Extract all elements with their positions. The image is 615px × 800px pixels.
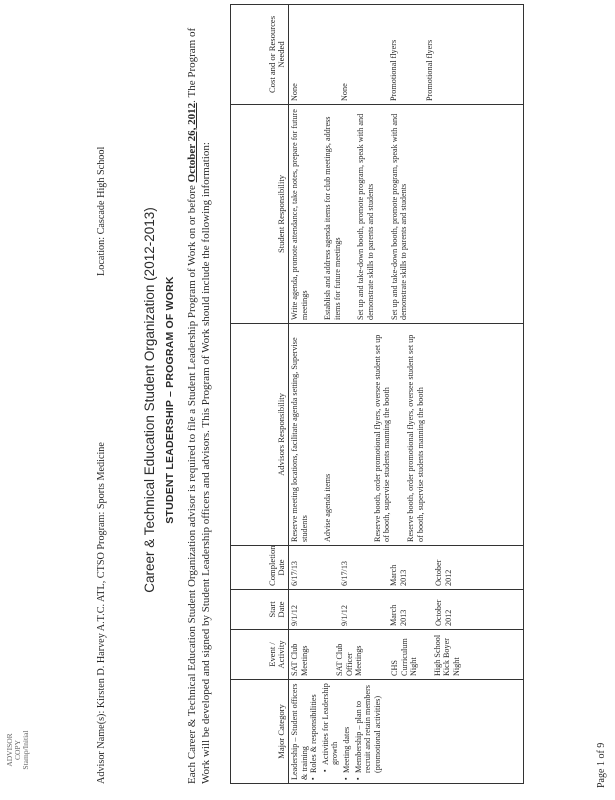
student-responsibility-entry: Set up and take-down booth, promote program, speak with and demonstrate skills to parents and students: [389, 113, 409, 320]
header-major-category: Major Category: [231, 680, 289, 784]
category-item: ▪ Activities for Leadership growth: [321, 683, 340, 772]
category-item: ▪ Membership – plan to recruit and retain members (promotional activities): [354, 683, 383, 780]
start-date-entry: 9/1/12: [290, 605, 299, 626]
completion-date-entry: 6/17/13: [290, 560, 299, 586]
table-row: [289, 5, 524, 784]
instructions-paragraph: [185, 14, 213, 784]
header-advisors-responsibility: Advisors Responsibility: [231, 324, 289, 546]
stamp-line: Stamp/Initial: [21, 730, 30, 770]
event-entry: SAT Club Meetings: [290, 643, 309, 676]
header-completion-date: Completion Date: [231, 546, 289, 590]
event-cell: [289, 630, 524, 680]
event-entry: CHS Curriculum Night: [389, 638, 419, 676]
advisor-line: Advisor Name(s): Kirsten D. Harvey A.T.C. ATL, CTSO Program: Sports Medicine Location: Cascade High School: [96, 146, 107, 784]
completion-date-entry: March 2013: [389, 564, 408, 586]
category-heading: Leadership – Student officers & training: [290, 683, 309, 780]
student-responsibility-entry: Establish and address agenda items for club meetings, address items for future meetings: [323, 116, 342, 320]
event-entry: High School Kick Boyer Night: [432, 634, 461, 676]
cost-entry: None: [339, 83, 349, 101]
stamp-line: ADVISOR: [5, 733, 14, 767]
advisor-stamp: [6, 718, 30, 782]
due-date: October 26, 2012: [186, 102, 198, 183]
header-event-activity: Event / Activity: [231, 630, 289, 680]
completion-date-entry: 6/17/13: [339, 560, 349, 586]
start-date-entry: March 2013: [389, 604, 408, 626]
student-responsibility-entry: Write agenda, promote attendance, take notes, prepare for future meetings: [290, 109, 309, 320]
ctso-program: Sports Medicine: [96, 442, 107, 510]
ctso-label: CTSO Program:: [96, 511, 107, 579]
advisor-label: Advisor Name(s):: [96, 710, 107, 784]
header-student-responsibility: Student Responsibility: [231, 105, 289, 324]
intro-text-cont: . The Program of Work will be developed and signed by Student Leadership officers and advisors. This Program of Work should include the following information:: [186, 27, 212, 784]
program-of-work-table: [230, 4, 524, 784]
advisor-responsibility-entry: Reserve meeting locations, facilitate agenda setting, Supervise students: [290, 337, 309, 542]
location-label: Location:: [96, 236, 107, 276]
start-date-entry: 9/1/12: [339, 605, 349, 626]
page-title: Career & Technical Education Student Organization (2012-2013): [142, 207, 157, 593]
completion-date-entry: October 2012: [434, 559, 453, 586]
category-item: ▪ Meeting dates: [342, 683, 352, 780]
student-responsibility-entry: Set up and take-down booth, promote program, speak with and demonstrate skills to parents and students: [356, 113, 375, 320]
category-list: [309, 683, 382, 780]
location-value: Cascade High School: [96, 146, 107, 235]
stamp-line: COPY: [13, 740, 22, 761]
table-header-row: [231, 5, 289, 784]
cost-resources-cell: [289, 5, 524, 105]
cost-entry: None: [290, 83, 299, 101]
cost-entry: Promotional flyers: [424, 39, 434, 101]
start-date-entry: October 2012: [434, 599, 453, 626]
advisor-responsibility-entry: Reserve booth, order promotional flyers, oversee student set up of booth, supervise students manning the booth: [405, 334, 425, 542]
location-group: [96, 147, 107, 276]
page-number: Page 1 of 9: [596, 742, 607, 788]
cost-entry: Promotional flyers: [389, 39, 399, 101]
advisor-responsibility-entry: Advise agenda items: [323, 473, 333, 542]
page-subtitle: STUDENT LEADERSHIP – PROGRAM OF WORK: [164, 276, 176, 524]
event-entry: SAT Club Officer Meetings: [335, 643, 364, 676]
header-start-date: Start Date: [231, 590, 289, 630]
category-item: ▪ Roles & responsibilities: [309, 683, 319, 780]
start-date-cell: [289, 590, 524, 630]
advisor-responsibility-cell: [289, 324, 524, 546]
student-responsibility-cell: [289, 105, 524, 324]
advisor-names: Kirsten D. Harvey A.T.C. ATL: [96, 583, 107, 709]
header-cost-resources: Cost and or Resources Needed: [231, 5, 289, 105]
intro-text: Each Career & Technical Education Student Organization advisor is required to file a Student Leadership Program of Work on or before: [186, 185, 198, 784]
category-cell: [289, 680, 524, 784]
advisor-responsibility-entry: Reserve booth, order promotional flyers, oversee student set up of booth, supervise students manning the booth: [372, 334, 392, 542]
completion-date-cell: [289, 546, 524, 590]
